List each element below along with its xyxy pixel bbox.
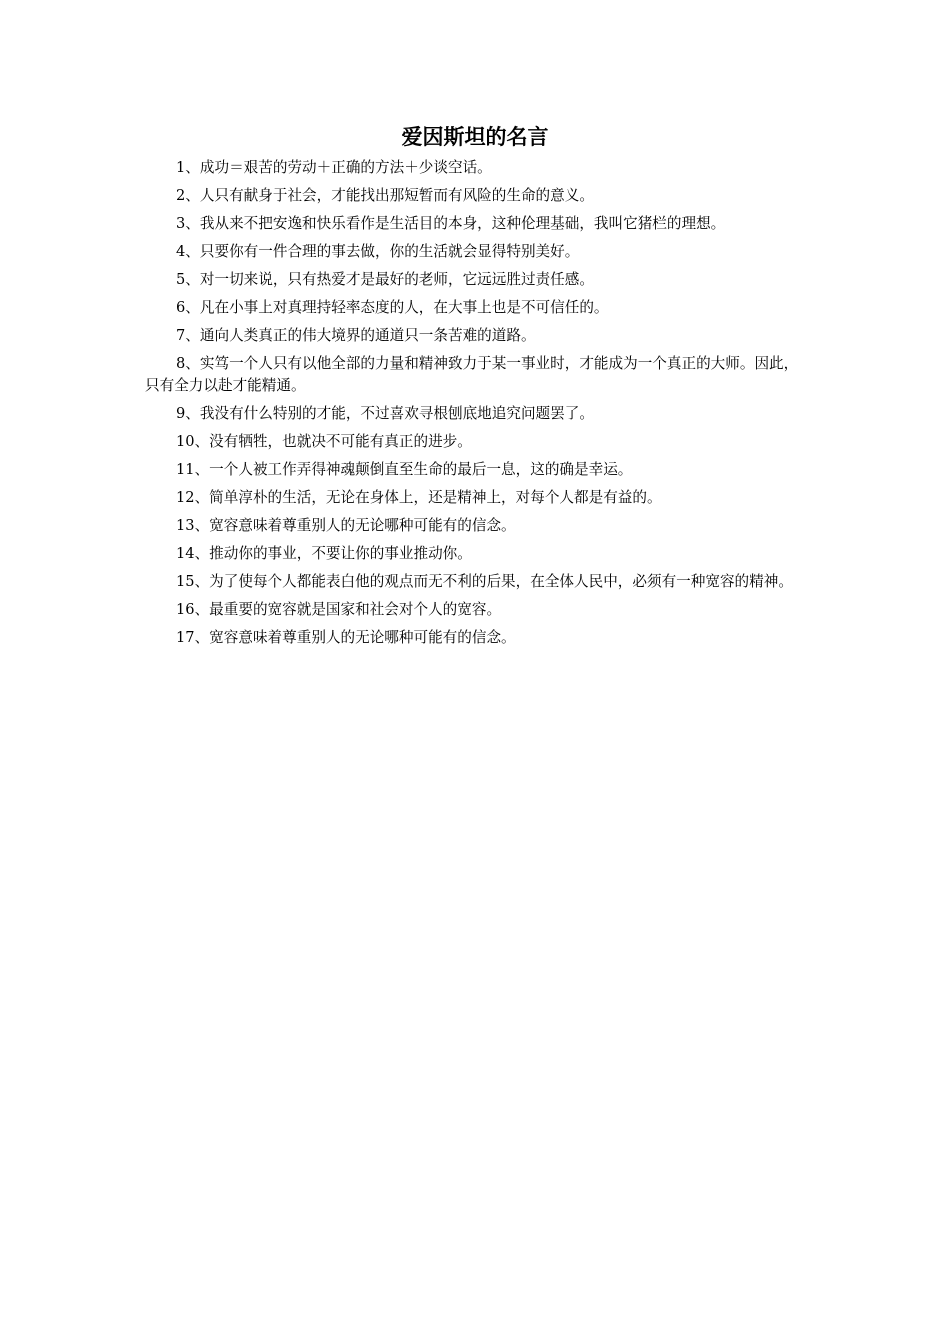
quote-item: 2、人只有献身于社会，才能找出那短暂而有风险的生命的意义。 [176, 187, 594, 204]
quote-item: 6、凡在小事上对真理持轻率态度的人，在大事上也是不可信任的。 [176, 299, 609, 316]
quote-item: 4、只要你有一件合理的事去做，你的生活就会显得特别美好。 [176, 243, 580, 260]
quote-list [145, 157, 810, 655]
quote-item: 17、宽容意味着尊重别人的无论哪种可能有的信念。 [176, 629, 516, 646]
quote-item: 8、实笃一个人只有以他全部的力量和精神致力于某一事业时，才能成为一个真正的大师。因此，只有全力以赴才能精通。 [145, 355, 799, 394]
quote-item: 11、一个人被工作弄得神魂颠倒直至生命的最后一息，这的确是幸运。 [176, 461, 633, 478]
quote-item: 13、宽容意味着尊重别人的无论哪种可能有的信念。 [176, 517, 516, 534]
quote-item: 10、没有牺牲，也就决不可能有真正的进步。 [176, 433, 472, 450]
quote-item: 1、成功＝艰苦的劳动＋正确的方法＋少谈空话。 [176, 159, 492, 176]
quote-item: 9、我没有什么特别的才能，不过喜欢寻根刨底地追究问题罢了。 [176, 405, 594, 422]
quote-item: 3、我从来不把安逸和快乐看作是生活目的本身，这种伦理基础，我叫它猪栏的理想。 [176, 215, 726, 232]
quote-item: 14、推动你的事业，不要让你的事业推动你。 [176, 545, 472, 562]
quote-item: 5、对一切来说，只有热爱才是最好的老师，它远远胜过责任感。 [176, 271, 594, 288]
quote-item: 15、为了使每个人都能表白他的观点而无不利的后果，在全体人民中，必须有一种宽容的精神。 [176, 573, 793, 590]
quote-item: 16、最重要的宽容就是国家和社会对个人的宽容。 [176, 601, 502, 618]
quote-item: 7、通向人类真正的伟大境界的通道只一条苦难的道路。 [176, 327, 536, 344]
quote-item: 12、简单淳朴的生活，无论在身体上，还是精神上，对每个人都是有益的。 [176, 489, 662, 506]
document-title: 爱因斯坦的名言 [401, 125, 549, 149]
